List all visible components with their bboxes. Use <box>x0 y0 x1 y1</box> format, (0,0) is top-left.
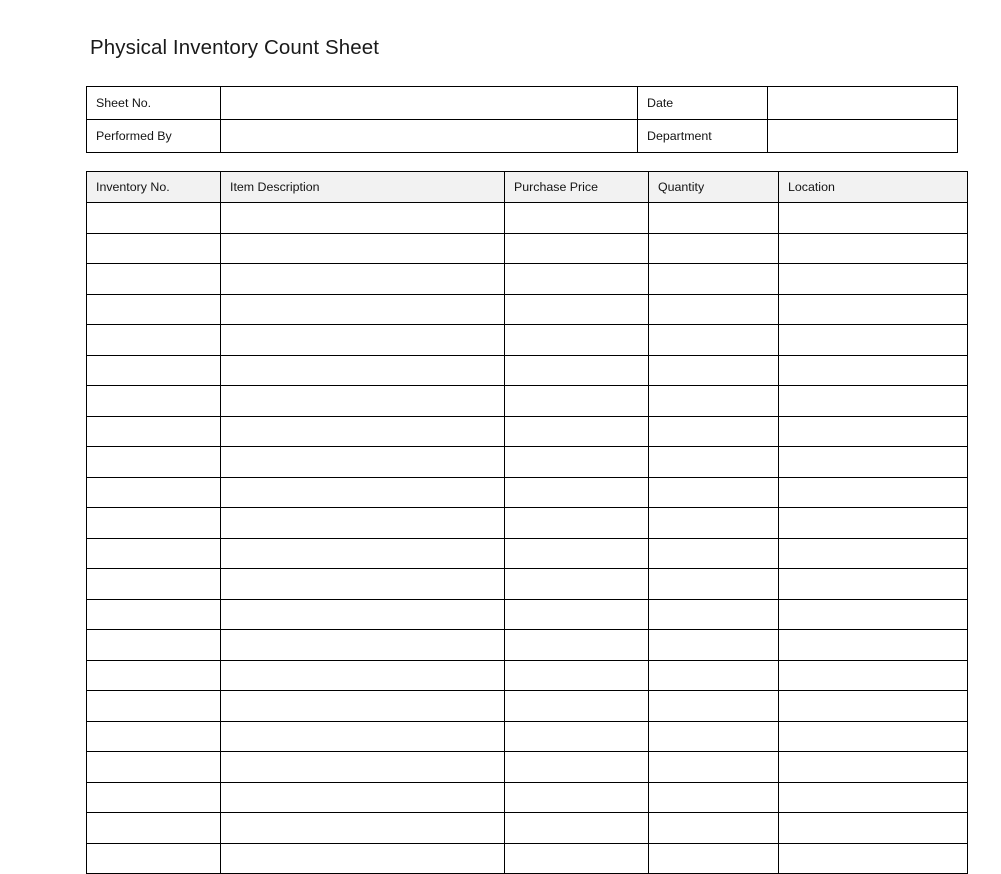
cell-location[interactable] <box>779 569 968 600</box>
table-row <box>87 569 968 600</box>
cell-item_description[interactable] <box>221 721 505 752</box>
cell-inventory_no[interactable] <box>87 691 221 722</box>
cell-purchase_price[interactable] <box>505 752 649 783</box>
cell-quantity[interactable] <box>649 447 779 478</box>
table-row <box>87 630 968 661</box>
cell-quantity[interactable] <box>649 508 779 539</box>
cell-purchase_price[interactable] <box>505 660 649 691</box>
cell-location[interactable] <box>779 691 968 722</box>
meta-field-sheet-no[interactable] <box>221 87 638 120</box>
meta-label-department: Department <box>638 120 768 153</box>
cell-location[interactable] <box>779 416 968 447</box>
cell-inventory_no[interactable] <box>87 386 221 417</box>
cell-location[interactable] <box>779 752 968 783</box>
table-row <box>87 752 968 783</box>
meta-field-date[interactable] <box>768 87 958 120</box>
inventory-grid-head <box>87 172 968 203</box>
meta-field-department[interactable] <box>768 120 958 153</box>
cell-quantity[interactable] <box>649 691 779 722</box>
cell-inventory_no[interactable] <box>87 264 221 295</box>
column-header-inventory-no: Inventory No. <box>87 172 221 203</box>
inventory-grid-table <box>86 171 968 874</box>
cell-inventory_no[interactable] <box>87 294 221 325</box>
cell-item_description[interactable] <box>221 752 505 783</box>
cell-quantity[interactable] <box>649 630 779 661</box>
cell-quantity[interactable] <box>649 477 779 508</box>
cell-inventory_no[interactable] <box>87 325 221 356</box>
table-row <box>87 660 968 691</box>
meta-row-sheet-no <box>87 87 958 120</box>
cell-quantity[interactable] <box>649 203 779 234</box>
cell-quantity[interactable] <box>649 538 779 569</box>
cell-purchase_price[interactable] <box>505 599 649 630</box>
table-row <box>87 203 968 234</box>
table-row <box>87 843 968 874</box>
sheet-meta-body <box>87 87 958 153</box>
cell-purchase_price[interactable] <box>505 294 649 325</box>
cell-location[interactable] <box>779 203 968 234</box>
cell-quantity[interactable] <box>649 569 779 600</box>
cell-purchase_price[interactable] <box>505 355 649 386</box>
cell-quantity[interactable] <box>649 721 779 752</box>
table-row <box>87 447 968 478</box>
cell-item_description[interactable] <box>221 660 505 691</box>
cell-item_description[interactable] <box>221 294 505 325</box>
cell-location[interactable] <box>779 630 968 661</box>
cell-inventory_no[interactable] <box>87 233 221 264</box>
cell-purchase_price[interactable] <box>505 782 649 813</box>
cell-location[interactable] <box>779 721 968 752</box>
table-row <box>87 813 968 844</box>
meta-field-performed-by[interactable] <box>221 120 638 153</box>
cell-quantity[interactable] <box>649 782 779 813</box>
table-row <box>87 355 968 386</box>
cell-quantity[interactable] <box>649 294 779 325</box>
cell-item_description[interactable] <box>221 325 505 356</box>
cell-quantity[interactable] <box>649 813 779 844</box>
cell-purchase_price[interactable] <box>505 630 649 661</box>
cell-location[interactable] <box>779 599 968 630</box>
cell-purchase_price[interactable] <box>505 233 649 264</box>
cell-inventory_no[interactable] <box>87 752 221 783</box>
cell-location[interactable] <box>779 325 968 356</box>
column-header-purchase-price: Purchase Price <box>505 172 649 203</box>
cell-purchase_price[interactable] <box>505 813 649 844</box>
cell-item_description[interactable] <box>221 538 505 569</box>
table-row <box>87 477 968 508</box>
cell-location[interactable] <box>779 264 968 295</box>
cell-inventory_no[interactable] <box>87 355 221 386</box>
cell-item_description[interactable] <box>221 813 505 844</box>
cell-quantity[interactable] <box>649 233 779 264</box>
cell-location[interactable] <box>779 813 968 844</box>
meta-row-performed-by <box>87 120 958 153</box>
meta-label-date: Date <box>638 87 768 120</box>
cell-inventory_no[interactable] <box>87 630 221 661</box>
cell-purchase_price[interactable] <box>505 508 649 539</box>
table-row <box>87 294 968 325</box>
cell-item_description[interactable] <box>221 416 505 447</box>
column-header-location: Location <box>779 172 968 203</box>
cell-purchase_price[interactable] <box>505 264 649 295</box>
cell-inventory_no[interactable] <box>87 599 221 630</box>
cell-purchase_price[interactable] <box>505 477 649 508</box>
cell-item_description[interactable] <box>221 386 505 417</box>
cell-item_description[interactable] <box>221 264 505 295</box>
cell-inventory_no[interactable] <box>87 416 221 447</box>
cell-location[interactable] <box>779 508 968 539</box>
cell-item_description[interactable] <box>221 447 505 478</box>
cell-inventory_no[interactable] <box>87 538 221 569</box>
cell-inventory_no[interactable] <box>87 477 221 508</box>
page-title: Physical Inventory Count Sheet <box>90 36 380 59</box>
cell-purchase_price[interactable] <box>505 538 649 569</box>
cell-quantity[interactable] <box>649 416 779 447</box>
table-row <box>87 599 968 630</box>
cell-inventory_no[interactable] <box>87 569 221 600</box>
cell-quantity[interactable] <box>649 660 779 691</box>
table-row <box>87 721 968 752</box>
cell-quantity[interactable] <box>649 325 779 356</box>
cell-item_description[interactable] <box>221 599 505 630</box>
cell-location[interactable] <box>779 294 968 325</box>
cell-purchase_price[interactable] <box>505 447 649 478</box>
cell-item_description[interactable] <box>221 355 505 386</box>
cell-location[interactable] <box>779 477 968 508</box>
cell-inventory_no[interactable] <box>87 721 221 752</box>
table-row <box>87 233 968 264</box>
cell-inventory_no[interactable] <box>87 508 221 539</box>
cell-inventory_no[interactable] <box>87 203 221 234</box>
cell-item_description[interactable] <box>221 843 505 874</box>
cell-purchase_price[interactable] <box>505 416 649 447</box>
cell-item_description[interactable] <box>221 508 505 539</box>
meta-label-sheet-no: Sheet No. <box>87 87 221 120</box>
table-row <box>87 538 968 569</box>
cell-purchase_price[interactable] <box>505 721 649 752</box>
cell-item_description[interactable] <box>221 477 505 508</box>
column-header-quantity: Quantity <box>649 172 779 203</box>
cell-item_description[interactable] <box>221 233 505 264</box>
cell-location[interactable] <box>779 355 968 386</box>
cell-item_description[interactable] <box>221 569 505 600</box>
table-row <box>87 508 968 539</box>
table-row <box>87 782 968 813</box>
inventory-grid-body <box>87 203 968 874</box>
cell-purchase_price[interactable] <box>505 325 649 356</box>
cell-location[interactable] <box>779 447 968 478</box>
cell-quantity[interactable] <box>649 386 779 417</box>
cell-item_description[interactable] <box>221 782 505 813</box>
cell-purchase_price[interactable] <box>505 569 649 600</box>
cell-location[interactable] <box>779 233 968 264</box>
cell-quantity[interactable] <box>649 355 779 386</box>
cell-quantity[interactable] <box>649 264 779 295</box>
inventory-grid-header-row <box>87 172 968 203</box>
cell-location[interactable] <box>779 782 968 813</box>
cell-quantity[interactable] <box>649 599 779 630</box>
cell-inventory_no[interactable] <box>87 843 221 874</box>
cell-purchase_price[interactable] <box>505 843 649 874</box>
cell-item_description[interactable] <box>221 691 505 722</box>
cell-quantity[interactable] <box>649 843 779 874</box>
table-row <box>87 416 968 447</box>
cell-item_description[interactable] <box>221 630 505 661</box>
table-row <box>87 264 968 295</box>
sheet-meta-table <box>86 86 958 153</box>
cell-inventory_no[interactable] <box>87 813 221 844</box>
cell-location[interactable] <box>779 843 968 874</box>
cell-inventory_no[interactable] <box>87 447 221 478</box>
column-header-item-description: Item Description <box>221 172 505 203</box>
cell-location[interactable] <box>779 538 968 569</box>
cell-location[interactable] <box>779 386 968 417</box>
cell-location[interactable] <box>779 660 968 691</box>
cell-purchase_price[interactable] <box>505 386 649 417</box>
table-row <box>87 325 968 356</box>
table-row <box>87 386 968 417</box>
cell-item_description[interactable] <box>221 203 505 234</box>
cell-purchase_price[interactable] <box>505 203 649 234</box>
cell-quantity[interactable] <box>649 752 779 783</box>
cell-inventory_no[interactable] <box>87 782 221 813</box>
meta-label-performed-by: Performed By <box>87 120 221 153</box>
cell-inventory_no[interactable] <box>87 660 221 691</box>
table-row <box>87 691 968 722</box>
cell-purchase_price[interactable] <box>505 691 649 722</box>
